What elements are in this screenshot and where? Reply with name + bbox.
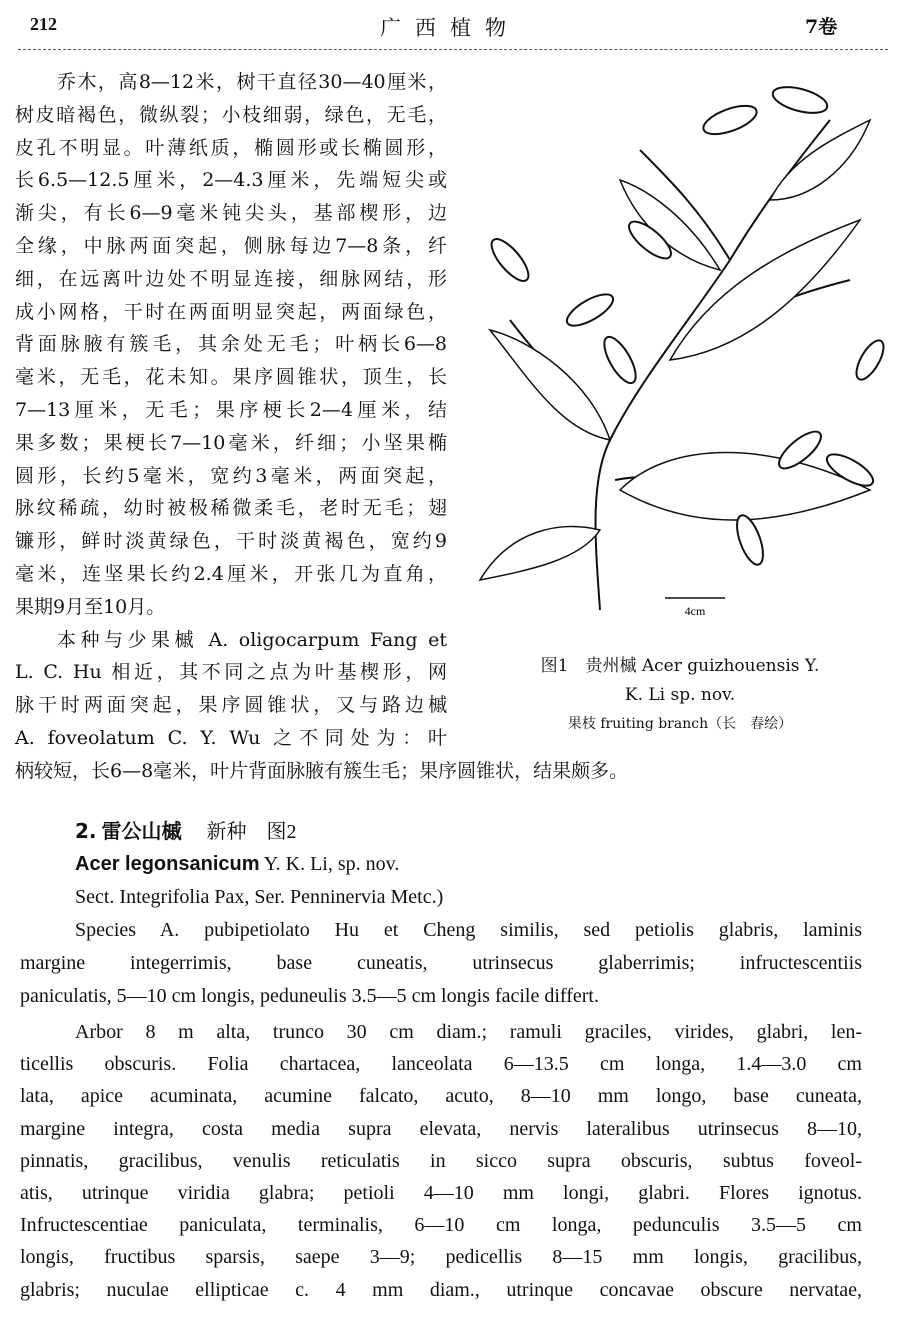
description-line: longis, fructibus sparsis, saepe 3—9; pedicellis 8—15 mm longis, gracilibus, <box>20 1246 862 1269</box>
samara-fruit <box>598 332 641 387</box>
samara-fruit <box>486 234 535 287</box>
latin-name: Acer legonsanicum <box>75 853 260 875</box>
text-line: 柄较短，长6—8毫米，叶片背面脉腋有簇生毛；果序圆锥状，结果颇多。 <box>15 759 629 782</box>
heading-number: 2. <box>75 819 97 843</box>
samara-fruit <box>562 288 617 331</box>
heading-note: 新种 图2 <box>206 821 297 843</box>
description-line: atis, utrinque viridia glabra; petioli 4—10 mm longi, glabri. Flores ignotus. <box>20 1181 862 1204</box>
description-line: margine integra, costa media supra elevata, nervis lateralibus utrinsecus 8—10, <box>20 1117 862 1140</box>
samara-fruit <box>851 336 889 383</box>
text-line: 本种与少果槭 A. oligocarpum Fang et <box>57 628 447 651</box>
text-line: 树皮暗褐色，微纵裂；小枝细弱，绿色，无毛， <box>15 103 447 126</box>
text-line: 成小网格，干时在两面明显突起，两面绿色， <box>15 300 447 323</box>
figure-caption <box>470 652 890 739</box>
samara-fruit <box>700 100 760 140</box>
scale-label: 4cm <box>684 604 706 618</box>
section-2 <box>20 815 862 1013</box>
section-line: Sect. Integrifolia Pax, Ser. Penninervia Metc.) <box>75 886 444 908</box>
journal-title: 广西植物 <box>380 16 520 40</box>
latin-description <box>20 1016 862 1306</box>
text-line: 乔木，高8—12米，树干直径30—40厘米， <box>57 71 447 93</box>
samara-fruit <box>732 512 769 568</box>
diagnosis-line: margine integerrimis, base cuneatis, utrinsecus glaberrimis; infructescentiis <box>20 952 862 974</box>
text-line: 皮孔不明显。叶薄纸质，椭圆形或长椭圆形， <box>15 136 447 159</box>
latin-author: Y. K. Li, sp. nov. <box>259 853 400 875</box>
caption-line: 果枝 fruiting branch（长 春绘） <box>567 716 793 732</box>
text-line: 毫米，连坚果长约2.4厘米，开张几为直角， <box>15 562 447 585</box>
description-line: ticellis obscuris. Folia chartacea, lanceolata 6—13.5 cm longa, 1.4—3.0 cm <box>20 1053 862 1076</box>
text-line: 圆形，长约5毫米，宽约3毫米，两面突起， <box>15 464 447 487</box>
text-line: 镰形，鲜时淡黄绿色，干时淡黄褐色，宽约9 <box>15 530 447 553</box>
caption-line: K. Li sp. nov. <box>624 685 736 705</box>
leaf <box>490 330 610 440</box>
description-line: Arbor 8 m alta, trunco 30 cm diam.; ramuli graciles, virides, glabri, len- <box>75 1021 862 1043</box>
text-line: 长6.5—12.5厘米，2—4.3厘米，先端短尖或 <box>15 169 447 192</box>
text-line: A. foveolatum C. Y. Wu 之不同处为：叶 <box>15 726 447 749</box>
botanical-illustration <box>470 60 890 620</box>
latin-name-line <box>20 848 862 881</box>
diagnosis-line: Species A. pubipetiolato Hu et Cheng similis, sed petiolis glabris, laminis <box>75 919 862 941</box>
description-line: pinnatis, gracilibus, venulis reticulatis in sicco supra obscuris, subtus foveol- <box>20 1149 862 1172</box>
heading-name: 雷公山槭 <box>101 819 182 843</box>
description-line: Infructescentiae paniculata, terminalis, 6—10 cm longa, pedunculis 3.5—5 cm <box>20 1214 862 1237</box>
text-line: 毫米，无毛，花未知。果序圆锥状，顶生，长 <box>15 366 447 389</box>
samara-fruit <box>770 82 830 118</box>
caption-line: 图1 贵州槭 Acer guizhouensis Y. <box>540 656 820 676</box>
description-line: lata, apice acuminata, acumine falcato, acuto, 8—10 mm longo, base cuneata, <box>20 1085 862 1108</box>
volume-label: 7卷 <box>805 16 838 38</box>
chinese-description <box>15 66 629 788</box>
text-line: 全缘，中脉两面突起，侧脉每边7—8条，纤 <box>15 234 447 257</box>
text-line: 果期9月至10月。 <box>15 595 166 618</box>
text-line: 背面脉腋有簇毛，其余处无毛；叶柄长6—8 <box>15 333 447 356</box>
text-line: 脉干时两面突起，果序圆锥状，又与路边槭 <box>15 694 447 717</box>
diagnosis-line: paniculatis, 5—10 cm longis, peduneulis 3.5—5 cm longis facile differt. <box>20 985 599 1007</box>
text-line: 7—13厘米，无毛；果序梗长2—4厘米，结 <box>15 398 447 421</box>
text-line: 果多数；果梗长7—10毫米，纤细；小坚果椭 <box>15 431 447 454</box>
page-number: 212 <box>30 14 57 34</box>
description-line: glabris; nuculae ellipticae c. 4 mm diam., utrinque concavae obscure nervatae, <box>20 1278 862 1301</box>
text-line: L. C. Hu 相近，其不同之点为叶基楔形，网 <box>15 661 447 684</box>
text-line: 渐尖，有长6—9毫米钝尖头，基部楔形，边 <box>15 202 447 225</box>
leaf <box>480 527 600 580</box>
species-heading <box>20 815 862 848</box>
header-rule <box>18 49 888 50</box>
text-line: 细，在远离叶边处不明显连接，细脉网结，形 <box>15 267 447 290</box>
text-line: 脉纹稀疏，幼时被极稀微柔毛，老时无毛；翅 <box>15 497 447 520</box>
